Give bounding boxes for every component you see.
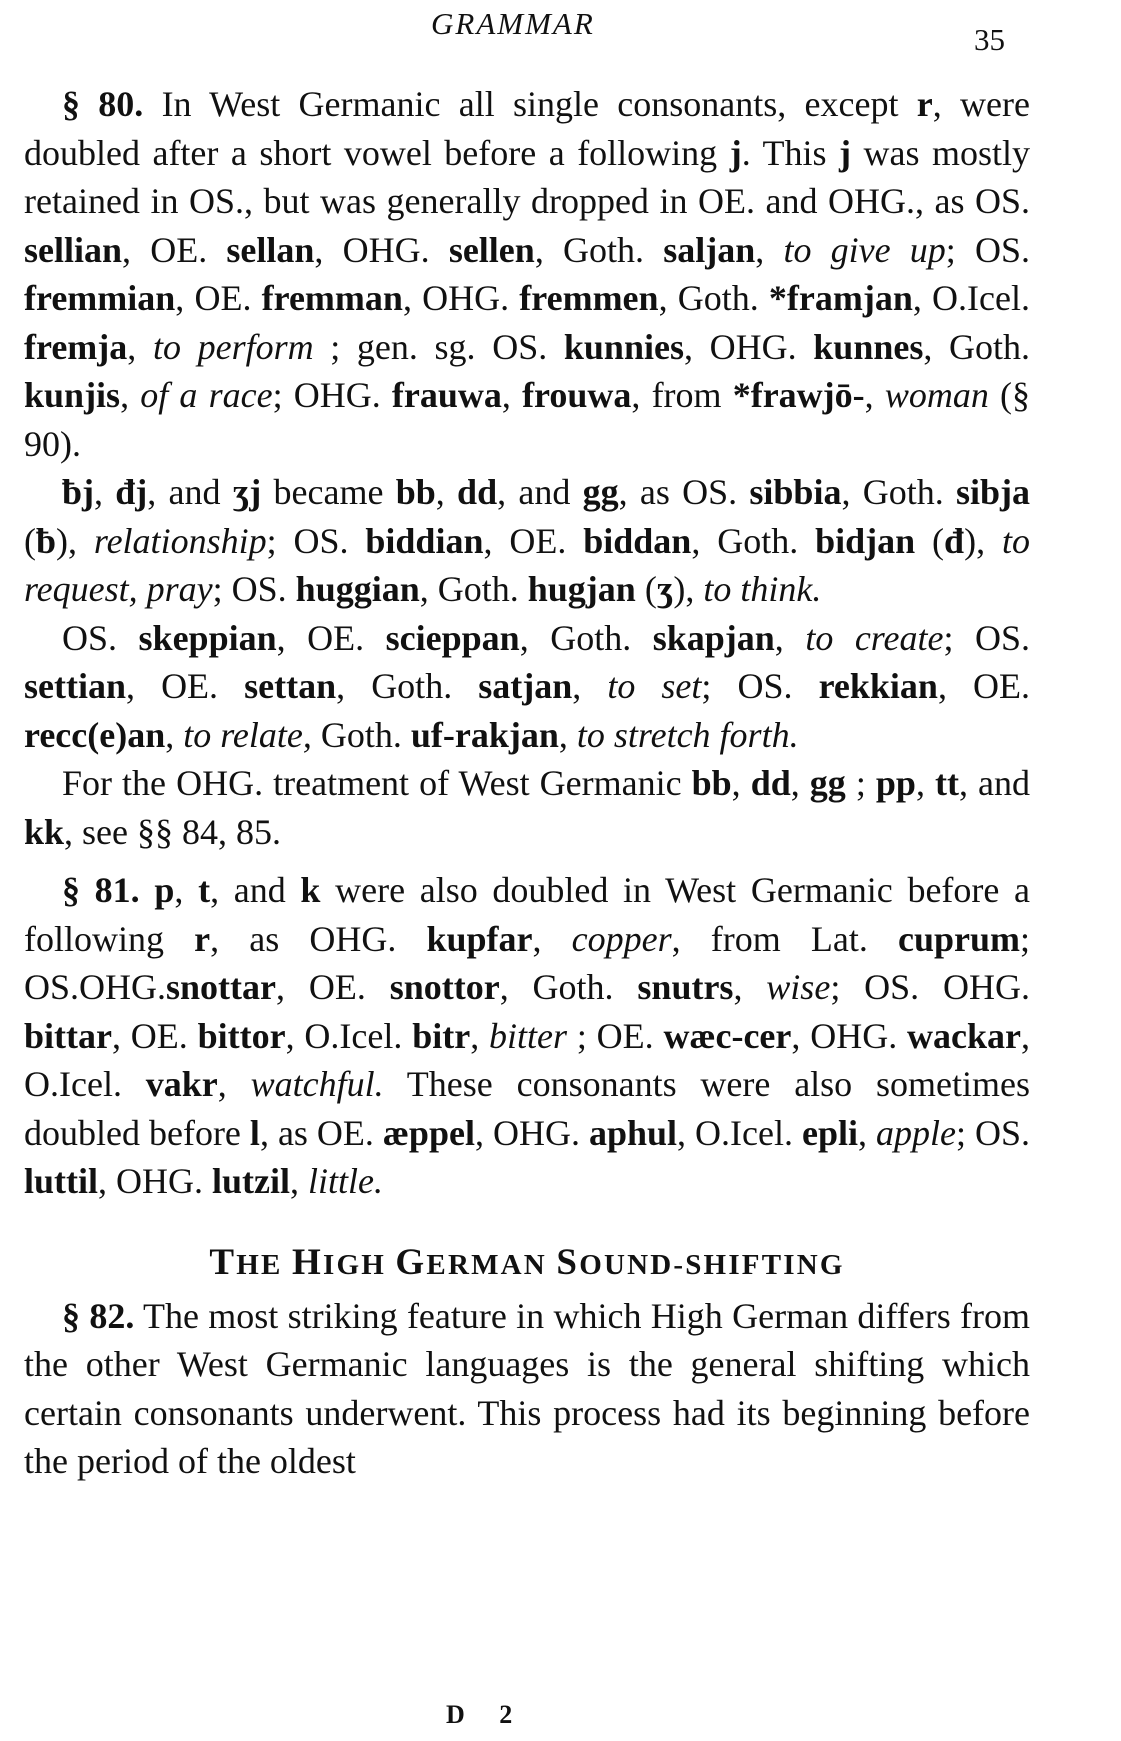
- book-page: GRAMMAR 35 § 80. In West Germanic all single consonants, except r, were doubled after a short vowel before a following j. This j was mostly retained in OS., but was generally dropped in OE. and OHG., as OS. sellian, OE. sellan, OHG. sellen, Goth. saljan, to give up; OS. fremmian, OE. fremman, OHG. fremmen, Goth. *framjan, O.Icel. fremja, to perform ; gen. sg. OS. kunnies, OHG. kunnes, Goth. kunjis, of a race; OHG. frauwa, frouwa, from *frawjō-, woman (§ 90). ƀj, đj, and ʒj became bb, dd, and gg, as OS. sibbia, Goth. sibja (ƀ), relationship; OS. biddian, OE. biddan, Goth. bidjan (đ), to request, pray; OS. huggian, Goth. hugjan (ʒ), to think. OS. skeppian, OE. scieppan, Goth. skapjan, to create; OS. settian, OE. settan, Goth. satjan, to set; OS. rekkian, OE. recc(e)an, to relate, Goth. uf-rakjan, to stretch forth. For the OHG. treatment of West Germanic bb, dd, gg ; pp, tt, and kk, see §§ 84, 85. § 81. p, t, and k were also doubled in West Germanic before a following r, as OHG. kupfar, copper, from Lat. cuprum; OS.OHG.snottar, OE. snottor, Goth. snutrs, wise; OS. OHG. bittar, OE. bittor, O.Icel. bitr, bitter ; OE. wæc-cer, OHG. wackar, O.Icel. vakr, watchful. These consonants were also sometimes doubled before l, as OE. æppel, OHG. aphul, O.Icel. epli, apple; OS. luttil, OHG. lutzil, little. THE HIGH GERMAN SOUND-SHIFTING § 82. The most striking feature in which High German differs from the other West Germanic languages is the general shifting which certain consonants underwent. This process had its beginning before the period of the oldest D 2: [24, 6, 1031, 1729]
- section-80-paragraph-3: OS. skeppian, OE. scieppan, Goth. skapjan, to create; OS. settian, OE. settan, Goth. satjan, to set; OS. rekkian, OE. recc(e)an, to relate, Goth. uf-rakjan, to stretch forth.: [24, 617, 1031, 755]
- page-body: [24, 80, 1030, 1486]
- section-81-paragraph: § 81. p, t, and k were also doubled in West Germanic before a following r, as OHG. kupfar, copper, from Lat. cuprum; OS.OHG.snottar, OE. snottor, Goth. snutrs, wise; OS. OHG. bittar, OE. bittor, O.Icel. bitr, bitter ; OE. wæc-cer, OHG. wackar, O.Icel. vakr, watchful. These consonants were also sometimes doubled before l, as OE. æppel, OHG. aphul, O.Icel. epli, apple; OS. luttil, OHG. lutzil, little.: [24, 870, 1031, 1201]
- spacer: [24, 1206, 1030, 1234]
- section-heading: THE HIGH GERMAN SOUND-SHIFTING: [209, 1241, 845, 1283]
- page-number: 35: [974, 22, 1005, 57]
- section-80-paragraph-2: ƀj, đj, and ʒj became bb, dd, and gg, as OS. sibbia, Goth. sibja (ƀ), relationship; OS. biddian, OE. biddan, Goth. bidjan (đ), to request, pray; OS. huggian, Goth. hugjan (ʒ), to think.: [24, 472, 1031, 609]
- section-82-paragraph: § 82. The most striking feature in which High German differs from the other West Germanic languages is the general shifting which certain consonants underwent. This process had its beginning before the period of the oldest: [24, 1295, 1030, 1481]
- section-80-paragraph-1: § 80. In West Germanic all single consonants, except r, were doubled after a short vowel before a following j. This j was mostly retained in OS., but was generally dropped in OE. and OHG., as OS. sellian, OE. sellan, OHG. sellen, Goth. saljan, to give up; OS. fremmian, OE. fremman, OHG. fremmen, Goth. *framjan, O.Icel. fremja, to perform ; gen. sg. OS. kunnies, OHG. kunnes, Goth. kunjis, of a race; OHG. frauwa, frouwa, from *frawjō-, woman (§ 90).: [24, 84, 1031, 464]
- section-80-paragraph-4: For the OHG. treatment of West Germanic bb, dd, gg ; pp, tt, and kk, see §§ 84, 85.: [24, 763, 1030, 852]
- running-title: GRAMMAR: [431, 6, 595, 41]
- spacer: [24, 856, 1030, 866]
